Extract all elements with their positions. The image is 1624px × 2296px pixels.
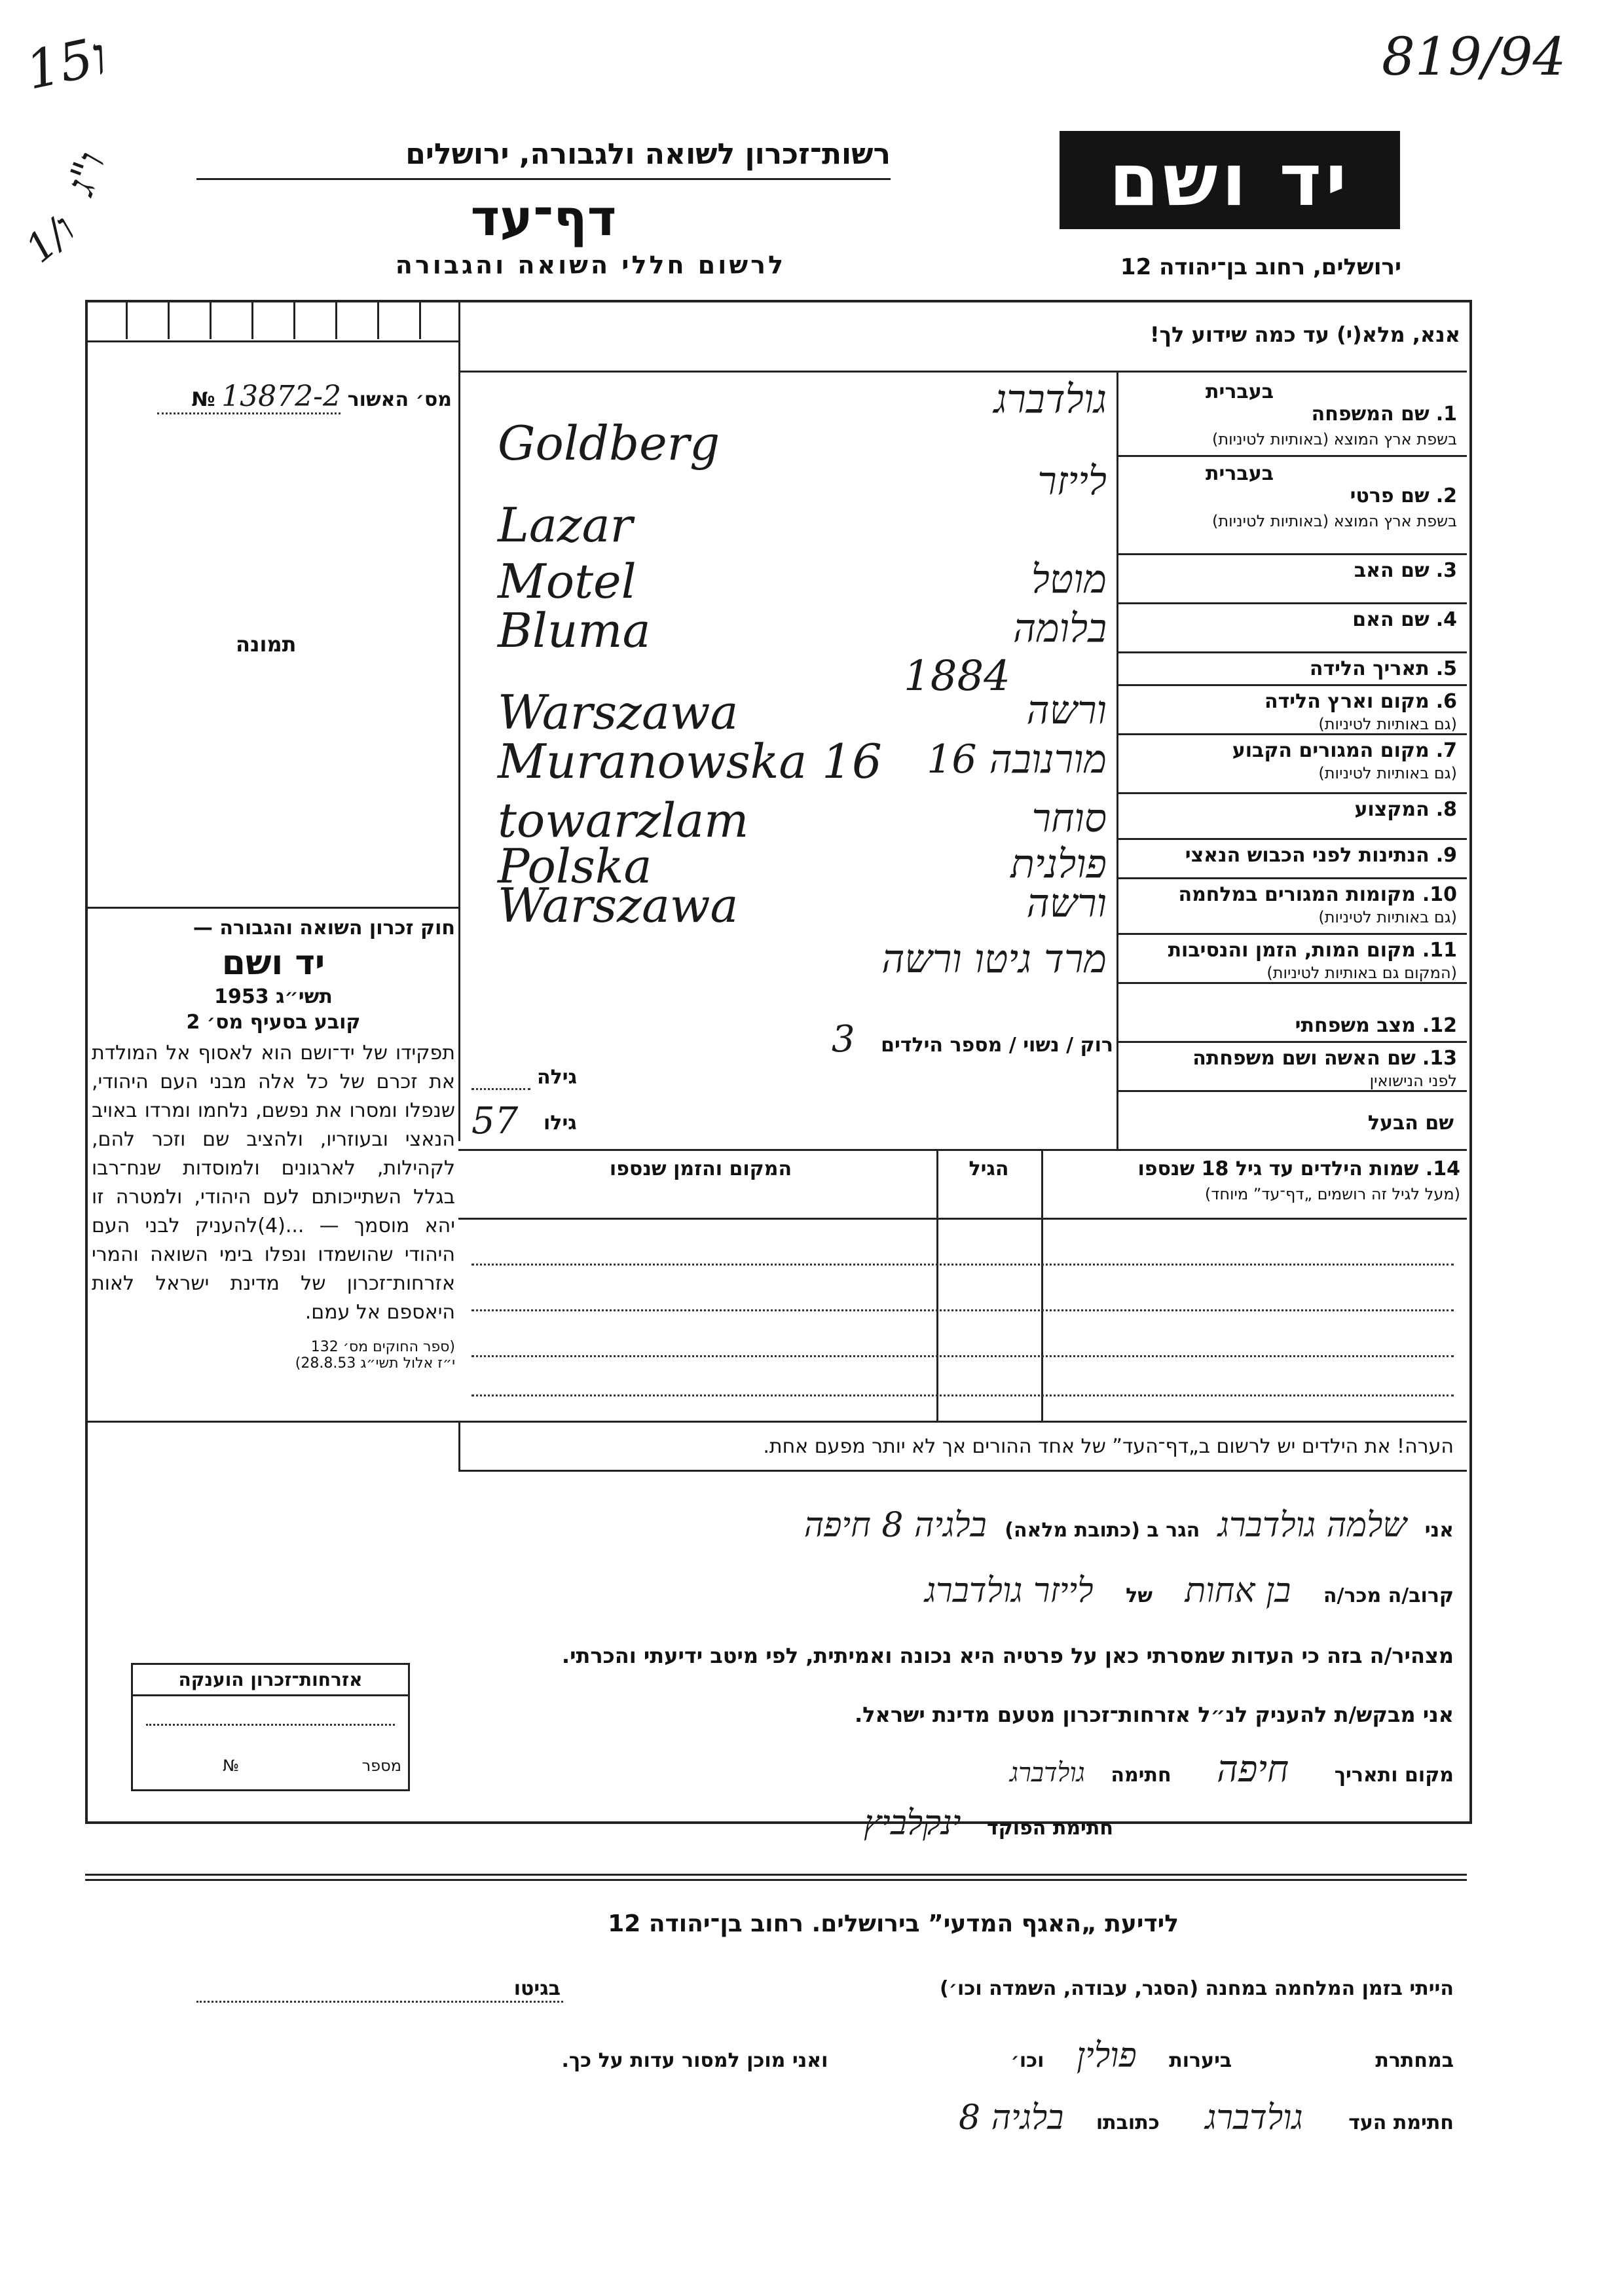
science-ghetto: בגיטו [513,1977,561,2000]
request-underline [458,371,1467,373]
law-box [92,917,455,1372]
field-subtitle: (גם באותיות לטיניות) [1318,908,1457,926]
field-number: 2. [1435,484,1457,507]
children-count: 3 [831,1018,855,1061]
field-number: 10. [1422,883,1457,906]
witness-sig-value: גולדברג [1205,2098,1303,2138]
field-label [1123,939,1457,962]
citizenship-request: אני מבקש/ת להעניק לנ״ל אזרחות־זכרון מטעם מדינת ישראל. [855,1702,1454,1727]
declaration-line-1 [458,1506,1454,1545]
field-row-line [1116,1090,1467,1092]
approval-value: 13872-2 [221,380,342,413]
field-latin-value: Goldberg [498,416,720,471]
yad-vashem-logo: יד ושם [1060,131,1400,229]
field-subtitle: (גם באותיות לטיניות) [1318,764,1457,782]
field-number: 8. [1435,798,1457,821]
field-name: המקצוע [1354,798,1430,821]
children-bottom-line [88,1421,1467,1423]
witness-sig-label: חתימת העד [1348,2111,1454,2134]
witness-address: בלגיה 8 חיפה [803,1506,987,1545]
field-latin-value: Warszawa [498,878,739,933]
photo-label: תמונה [236,632,297,657]
field-row-line [1116,792,1467,794]
relation-of: לייזר גולדברג [924,1571,1094,1611]
science-line-1 [105,1977,1454,2000]
signature-value: גולדברג [1009,1758,1085,1788]
authority-underline [196,178,891,180]
field-label [1123,559,1457,582]
field-label [1123,484,1457,507]
field-number: 1. [1435,403,1457,426]
field-hebrew-value: מוטל [1031,556,1107,602]
label-column-divider [1116,372,1118,1151]
approval-prefix: № [191,388,215,411]
form-subtitle: לרשום חללי השואה והגבורה [395,251,786,280]
in-hebrew-label: בעברית [1206,380,1274,403]
left-column-divider [458,300,460,1141]
place-date-label: מקום ותאריך [1334,1764,1454,1787]
field-row-line [1116,982,1467,984]
field-label [1123,690,1457,713]
law-ref-2: י״ז אלול תשי״ג 28.8.53) [295,1355,455,1372]
law-ref-1: (ספר החוקים מס׳ 132 [310,1339,455,1355]
officer-signature-value: ינקלביץ [864,1804,961,1843]
science-forests: ביערות [1169,2049,1232,2072]
field-name: שם פרטי [1350,484,1430,507]
field-label [1123,844,1457,867]
residing-label: הגר ב (כתובת מלאה) [1005,1519,1200,1542]
field-name: תאריך הלידה [1309,657,1430,680]
field-latin-value: Muranowska 16 [498,734,882,789]
science-forests-value: פולין [1076,2036,1137,2075]
field-name: הנתינות לפני הכבוש הנאצי [1185,844,1430,867]
authority-name: רשות־זכרון לשואה ולגבורה, ירושלים [405,137,891,171]
field-row-line [1116,651,1467,653]
law-title: חוק זכרון השואה והגבורה — [193,917,455,939]
field-row-line [1116,553,1467,555]
field-latin-value: Bluma [498,603,651,658]
field-latin-value: Lazar [498,498,633,553]
field-label [1123,739,1457,762]
header-address: ירושלים, רחוב בן־יהודה 12 [1120,254,1401,280]
form-title: דף־עד [470,189,617,247]
field-hebrew-value: מורנובה 16 [927,737,1107,782]
science-camp: הייתי בזמן המלחמה במחנה (הסגר, עבודה, השמדה וכו׳) [940,1977,1454,2000]
citizenship-title: אזרחות־זכרון הוענקה [133,1665,408,1696]
field-number: 4. [1435,608,1457,631]
field-row-line [1116,877,1467,879]
in-hebrew-label: בעברית [1206,462,1274,485]
children-note: הערה! את הילדים יש לרשום ב„דף־העד” של אחד ההורים אך לא יותר מפעם אחת. [763,1435,1454,1458]
relative-label: קרוב/ה מכר/ה [1323,1584,1454,1607]
field-latin-value: Warszawa [498,685,739,740]
field-number: 13. [1422,1047,1457,1070]
field-number: 7. [1435,739,1457,762]
field-latin-value: towarzlam [498,793,749,848]
field-hebrew-value: גולדברג [993,376,1107,422]
field-subtitle: (גם באותיות לטיניות) [1318,715,1457,733]
declaration-line-2 [458,1571,1454,1611]
marital-options: רוק / נשוי / מספר הילדים [881,1034,1113,1057]
field-number: 6. [1435,690,1457,713]
science-partisans: במחתרת [1375,2049,1454,2072]
field-row-line [1116,602,1467,604]
field-name: מקומות המגורים במלחמה [1178,883,1416,906]
field-latin-value: 1884 [904,652,1010,701]
officer-signature-label: חתימת הפוקד [987,1817,1113,1840]
children-top-line [458,1149,1467,1151]
field-label [1123,883,1457,906]
field-hebrew-value: סוחר [1031,795,1107,841]
citizenship-number-label: מספר [361,1757,401,1775]
relation-value: בן אחות [1185,1571,1291,1611]
field-label [1123,608,1457,631]
signature-label: חתימה [1111,1764,1172,1787]
children-place-header: המקום והזמן שנספו [609,1157,792,1180]
law-body: תפקידו של יד־ושם הוא לאסוף אל המולדת את זכרם של כל אלה מבני העם היהודי, שנפלו ומסרו את נפשם, נלחמו ומרדו באויב הנאצי ובעוזריו, ולהציב שם וזכר להם, לקהילות, לארגונים ולמוסדות שנח־רבו בגלל השתייכותם לעם היהודי, ולמטרה זו יהא מוסמך — ...(4)להעניק לבני העם היהודי שהושמדו ונפלו בימי השואה והמרי אזרחות־זכרון של מדינת ישראל לאות היאספם אל עמם. [92,1042,455,1324]
field-name: מצב משפחתי [1295,1014,1416,1037]
field-row-line [1116,1041,1467,1043]
field-name: מקום המות, הזמן והנסיבות [1168,939,1416,962]
field-name: שם האם [1352,608,1430,631]
science-title: לידיעת „האגף המדעי” בירושלים. רחוב בן־יהודה 12 [608,1910,1179,1937]
field-label [1123,798,1457,821]
citizenship-box [131,1663,410,1791]
children-col1 [936,1149,938,1421]
science-line-2 [105,2036,1454,2075]
field-label [1123,657,1457,680]
side-scribble: 1/ו [17,206,84,272]
field-name: שם המשפחה [1311,403,1430,426]
tick-strip-line [88,340,460,342]
field-subtitle: לפני הנישואין [1369,1072,1457,1090]
field-latin-value: Polska [498,839,652,894]
field-number: 3. [1435,559,1457,582]
declaration-ani: אני [1424,1519,1454,1542]
witness-name: שלמה גולדברג [1217,1506,1407,1545]
science-etc: וכו׳ [1010,2049,1044,2072]
field-hebrew-value: ורשה [1026,881,1107,926]
law-clause: קובע בסעיף מס׳ 2 [186,1011,361,1034]
field-number: 11. [1422,939,1457,962]
corner-mark-2: ו"ג [57,146,115,201]
husband-label: שם הבעל [1367,1112,1454,1135]
field-hebrew-value: בלומה [1012,606,1107,651]
citizenship-prefix: № [222,1757,239,1775]
place-date-value: חיפה [1217,1748,1289,1791]
children-label: 14. שמות הילדים עד גיל 18 שנספו [1137,1157,1460,1180]
field-hebrew-value: ורשה [1026,687,1107,733]
field-hebrew-value: פולנית [1010,841,1107,887]
citizenship-number-row [139,1757,401,1775]
field-row-line [1116,933,1467,935]
children-sub: (מעל לגיל זה רושמים „דף־עד” מיוחד) [1204,1185,1460,1203]
husband-age-value: 57 [471,1100,519,1142]
field-label [1123,1047,1457,1070]
field-row-line [1116,455,1467,457]
science-line-3 [589,2098,1454,2138]
declaration-line-5 [458,1748,1454,1791]
field-number: 9. [1435,844,1457,867]
field-label [1123,403,1457,426]
archive-number: 819/94 [1382,26,1566,87]
of-label: של [1126,1584,1153,1607]
fill-request: אנא, מלא(י) עד כמה שידוע לך! [1149,322,1460,347]
approval-label: מס׳ האשור [347,388,452,411]
field-subtitle: בשפת ארץ המוצא (באותיות לטיניות) [1212,430,1457,448]
field-subtitle: (המקום גם באותיות לטיניות) [1266,964,1457,982]
declaration-statement: מצהיר/ה בזה כי העדות שמסרתי כאן על פרטיה היא נכונה ואמיתית, לפי מיטב ידיעתי והכרתי. [561,1643,1454,1668]
field-name: שם האב [1354,559,1430,582]
children-col2 [1041,1149,1043,1421]
marital-row [471,1018,1113,1061]
law-year: תשי״ג 1953 [214,985,333,1008]
science-ready: ואני מוכן למסור עדות על כך. [561,2049,828,2072]
husband-age-label: גילו [544,1112,577,1135]
science-address-value: בלגיה 8 [958,2098,1064,2138]
field-row-line [1116,684,1467,686]
field-name: מקום המגורים הקבוע [1232,739,1430,762]
declaration-line-6 [458,1804,1113,1843]
field-subtitle: בשפת ארץ המוצא (באותיות לטיניות) [1212,512,1457,530]
corner-mark: ו15 [20,25,112,101]
field-name: מקום וארץ הלידה [1264,690,1430,713]
field-latin-value: Motel [498,554,637,609]
field-number: 5. [1435,657,1457,680]
field-hebrew-value: לייזר [1037,458,1107,504]
science-address-label: כתובתו [1096,2111,1160,2134]
children-age-header: הגיל [969,1157,1009,1180]
field-name: שם האשה ושם משפחתה [1192,1047,1416,1070]
approval-row [98,380,452,413]
field-number: 12. [1422,1014,1457,1037]
field-row-line [1116,733,1467,735]
field-hebrew-value: מרד גיטו ורשה [881,936,1107,982]
field-label [1123,1014,1457,1037]
field-row-line [1116,838,1467,840]
photo-box-bottom [88,907,460,909]
wife-age-label: גילה [537,1066,577,1089]
law-name: יד ושם [221,943,325,983]
